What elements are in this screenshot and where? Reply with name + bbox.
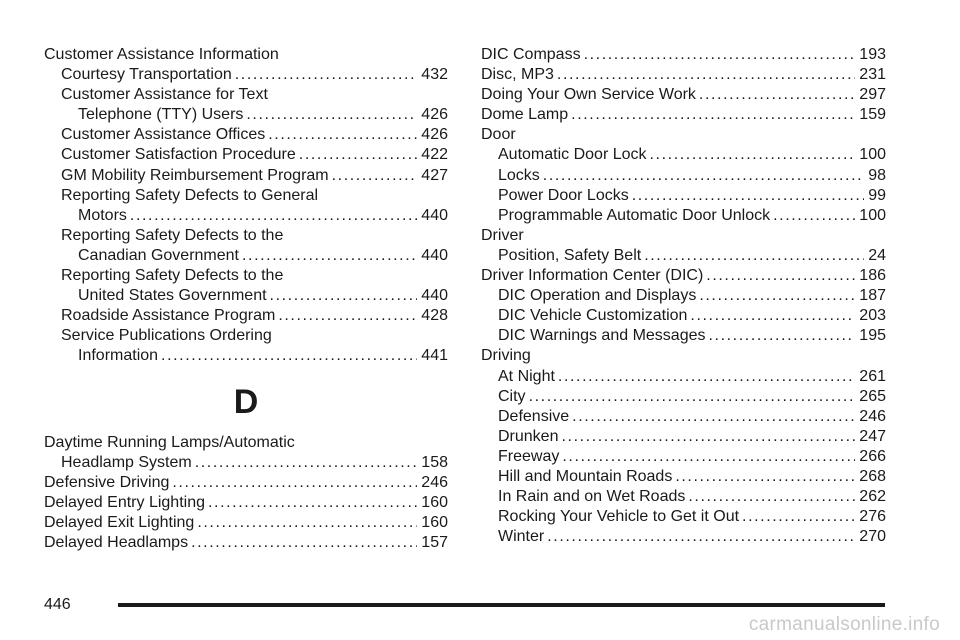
dot-leader (191, 533, 417, 553)
dot-leader (650, 145, 856, 165)
index-entry-label: At Night (498, 367, 555, 385)
index-entry-label: Freeway (498, 447, 560, 465)
dot-leader (690, 306, 855, 326)
index-entry-page: 270 (859, 528, 886, 546)
index-entry-page: 24 (868, 246, 886, 264)
index-entry (44, 125, 448, 145)
index-entry-label: Power Door Locks (498, 186, 629, 204)
index-entry (44, 105, 448, 125)
dot-leader (709, 326, 856, 346)
index-entry (481, 427, 886, 447)
index-entry-label: Hill and Mountain Roads (498, 467, 673, 485)
index-entry (481, 85, 886, 105)
dot-leader (742, 507, 855, 527)
index-entry-label: Driver Information Center (DIC) (481, 267, 704, 285)
index-entry (44, 493, 448, 513)
index-entry-label: Programmable Automatic Door Unlock (498, 206, 771, 224)
index-entry-page: 158 (421, 453, 448, 471)
index-entry-label: Customer Assistance Information (44, 46, 279, 63)
dot-leader (644, 246, 864, 266)
index-entry-page: 160 (421, 513, 448, 531)
dot-leader (278, 306, 417, 326)
index-entry-page: 186 (859, 267, 886, 285)
index-entry-label: Driver (481, 226, 524, 244)
index-entry-label: Reporting Safety Defects to the (61, 226, 284, 244)
index-entry-label: Locks (498, 166, 540, 184)
index-entry (44, 326, 448, 346)
dot-leader (773, 206, 855, 226)
index-entry-label: Defensive (498, 407, 570, 425)
index-entry-label: Driving (481, 347, 531, 365)
index-entry-page: 276 (859, 508, 886, 526)
index-entry-label: Defensive Driving (44, 473, 170, 491)
index-entry-page: 246 (421, 473, 448, 491)
dot-leader (584, 45, 856, 65)
dot-leader (529, 387, 856, 407)
index-entry-label: DIC Compass (481, 46, 581, 63)
index-entry (481, 407, 886, 427)
index-entry (481, 45, 886, 65)
index-entry (481, 125, 886, 145)
dot-leader (675, 467, 855, 487)
index-entry-label: Disc, MP3 (481, 66, 554, 84)
index-entry (44, 45, 448, 65)
index-entry-label: Customer Assistance Offices (61, 126, 266, 144)
index-entry-page: 100 (859, 206, 886, 224)
index-entry-label: Reporting Safety Defects to General (61, 186, 319, 204)
dot-leader (706, 266, 855, 286)
index-entry-label: Dome Lamp (481, 106, 569, 124)
index-entry (481, 367, 886, 387)
index-entry-label: Roadside Assistance Program (61, 307, 276, 325)
index-column-left (44, 45, 448, 553)
dot-leader (699, 85, 855, 105)
index-entry-page: 265 (859, 387, 886, 405)
index-entry-page: 440 (421, 206, 448, 224)
index-entry-page: 297 (859, 86, 886, 104)
index-entry-page: 231 (859, 66, 886, 84)
index-entry (44, 65, 448, 85)
index-entry-label: United States Government (78, 287, 267, 305)
index-entry-page: 266 (859, 447, 886, 465)
index-entry (44, 346, 448, 366)
index-entry (44, 453, 448, 473)
index-entry-page: 100 (859, 146, 886, 164)
footer-rule (118, 603, 885, 607)
index-entry-page: 203 (859, 307, 886, 325)
index-entry-page: 426 (421, 126, 448, 144)
index-entry-page: 432 (421, 66, 448, 84)
index-entry-label: Position, Safety Belt (498, 246, 642, 264)
dot-leader (246, 105, 417, 125)
index-entry-label: Headlamp System (61, 453, 192, 471)
index-entry-label: Motors (78, 206, 127, 224)
index-entry-label: DIC Vehicle Customization (498, 307, 688, 325)
index-entry-page: 440 (421, 246, 448, 264)
dot-leader (632, 186, 864, 206)
index-entry (481, 306, 886, 326)
section-letter: D (233, 382, 259, 421)
index-entry-page: 422 (421, 146, 448, 164)
index-entry (481, 166, 886, 186)
index-entry (44, 226, 448, 246)
index-entry-page: 187 (859, 287, 886, 305)
index-entry-label: Delayed Entry Lighting (44, 493, 205, 511)
index-entry-label: Courtesy Transportation (61, 66, 232, 84)
index-entry-page: 157 (421, 533, 448, 551)
dot-leader (161, 346, 417, 366)
index-entry-label: Automatic Door Lock (498, 146, 647, 164)
index-entry (481, 527, 886, 547)
index-entry-label: Customer Assistance for Text (61, 86, 268, 104)
dot-leader (688, 487, 855, 507)
dot-leader (332, 166, 418, 186)
index-entry-page: 246 (859, 407, 886, 425)
dot-leader (547, 527, 855, 547)
dot-leader (699, 286, 855, 306)
dot-leader (268, 125, 417, 145)
dot-leader (197, 513, 417, 533)
index-entry-page: 99 (868, 186, 886, 204)
index-column-right (481, 45, 886, 547)
index-entry-page: 262 (859, 488, 886, 506)
watermark: carmanualsonline.info (748, 614, 940, 635)
dot-leader (561, 427, 855, 447)
index-entry (481, 286, 886, 306)
index-entry (44, 266, 448, 286)
index-entry (44, 513, 448, 533)
dot-leader (571, 105, 855, 125)
dot-leader (562, 447, 855, 467)
index-entry (44, 286, 448, 306)
index-entry (481, 145, 886, 165)
index-entry-label: DIC Operation and Displays (498, 287, 697, 305)
index-entry-page: 160 (421, 493, 448, 511)
index-entry (481, 65, 886, 85)
index-entry-label: Information (78, 347, 159, 365)
index-entry-label: In Rain and on Wet Roads (498, 488, 686, 506)
index-entry (44, 433, 448, 453)
index-entry-page: 98 (868, 166, 886, 184)
index-entry (44, 166, 448, 186)
index-entry (481, 206, 886, 226)
index-entry (44, 306, 448, 326)
index-entry-page: 159 (859, 106, 886, 124)
dot-leader (208, 493, 417, 513)
dot-leader (572, 407, 855, 427)
dot-leader (557, 65, 855, 85)
index-entry-page: 261 (859, 367, 886, 385)
index-entry (481, 387, 886, 407)
index-entry (481, 226, 886, 246)
dot-leader (195, 453, 418, 473)
index-entry (481, 346, 886, 366)
index-entry (44, 85, 448, 105)
index-entry-page: 426 (421, 106, 448, 124)
index-entry (481, 266, 886, 286)
index-entry-label: Reporting Safety Defects to the (61, 267, 284, 285)
index-entry-label: Service Publications Ordering (61, 327, 272, 345)
index-entry (44, 206, 448, 226)
index-entry-label: DIC Warnings and Messages (498, 327, 706, 345)
index-entry (481, 186, 886, 206)
index-entry-page: 441 (421, 347, 448, 365)
dot-leader (130, 206, 417, 226)
index-entry (44, 473, 448, 493)
index-entry-label: Delayed Exit Lighting (44, 513, 195, 531)
index-entry (481, 507, 886, 527)
index-entry-page: 440 (421, 287, 448, 305)
index-entry (481, 326, 886, 346)
index-entry-label: Telephone (TTY) Users (78, 106, 244, 124)
index-entry-label: GM Mobility Reimbursement Program (61, 166, 329, 184)
index-entry (44, 246, 448, 266)
index-entry-page: 193 (859, 46, 886, 63)
index-entry-label: Doing Your Own Service Work (481, 86, 696, 104)
index-entry-label: Winter (498, 528, 545, 546)
index-entry-page: 195 (859, 327, 886, 345)
index-entry (481, 105, 886, 125)
index-entry-page: 427 (421, 166, 448, 184)
index-entry (44, 145, 448, 165)
index-entry-label: Drunken (498, 427, 559, 445)
dot-leader (270, 286, 418, 306)
dot-leader (242, 246, 417, 266)
index-entry-page: 247 (859, 427, 886, 445)
index-entry-page: 268 (859, 467, 886, 485)
index-entry-label: Delayed Headlamps (44, 533, 189, 551)
index-entry (481, 246, 886, 266)
dot-leader (299, 145, 418, 165)
index-entry-page: 428 (421, 307, 448, 325)
index-entry (481, 487, 886, 507)
dot-leader (235, 65, 418, 85)
index-entry-label: Rocking Your Vehicle to Get it Out (498, 508, 740, 526)
page-number: 446 (44, 596, 71, 613)
index-entry-label: Door (481, 126, 516, 144)
dot-leader (543, 166, 864, 186)
dot-leader (172, 473, 417, 493)
index-entry (44, 533, 448, 553)
index-entry (481, 467, 886, 487)
index-entry (481, 447, 886, 467)
dot-leader (558, 367, 855, 387)
index-entry-label: Customer Satisfaction Procedure (61, 146, 296, 164)
index-entry-label: Canadian Government (78, 246, 239, 264)
index-entry (44, 186, 448, 206)
index-entry-label: Daytime Running Lamps/Automatic (44, 433, 295, 451)
index-entry-label: City (498, 387, 526, 405)
